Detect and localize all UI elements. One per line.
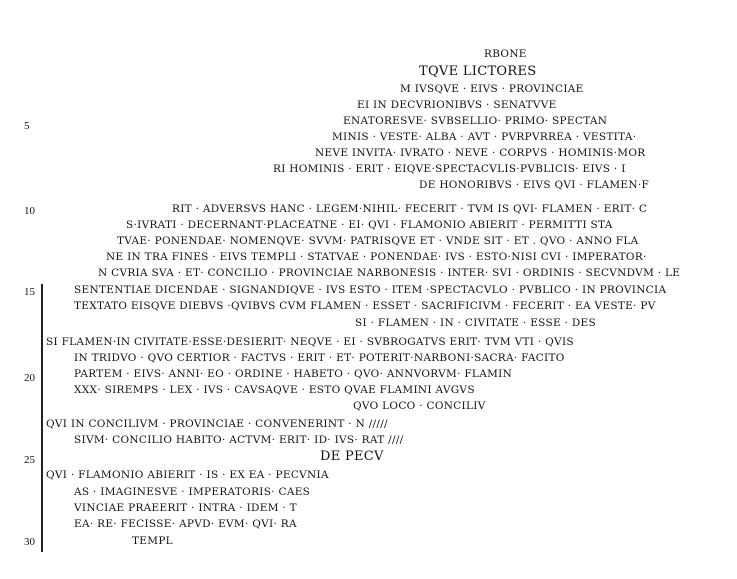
line-number: 20 — [24, 372, 35, 384]
inscription-line: QVI · FLAMONIO ABIERIT · IS · EX EA · PECVNIA — [46, 469, 329, 481]
inscription-line: RBONE — [484, 48, 527, 60]
line-number: 30 — [24, 536, 35, 548]
line-number: 5 — [24, 120, 30, 132]
inscription-heading: DE PECV — [320, 449, 384, 464]
line-number: 10 — [24, 205, 35, 217]
inscription-line: PARTEM · EIVS· ANNI· EO · ORDINE · HABETO · QVO· ANNVORVM· FLAMIN — [74, 368, 513, 380]
inscription-line: RIT · ADVERSVS HANC · LEGEM·NIHIL· FECERIT · TVM IS QVI· FLAMEN · ERIT· C — [172, 203, 648, 215]
inscription-line: M IVSQVE · EIVS · PROVINCIAE — [400, 83, 584, 95]
margin-rule — [41, 284, 43, 552]
line-number: 25 — [24, 454, 35, 466]
inscription-line: SIVM· CONCILIO HABITO· ACTVM· ERIT· ID· IVS· RAT //// — [74, 434, 404, 446]
inscription-line: IN TRIDVO · QVO CERTIOR · FACTVS · ERIT · ET· POTERIT·NARBONI·SACRA· FACITO — [74, 352, 565, 364]
inscription-line: SENTENTIAE DICENDAE · SIGNANDIQVE · IVS ESTO · ITEM ·SPECTACVLO · PVBLICO · IN PROVINCIA — [74, 284, 667, 296]
inscription-line: MINIS · VESTE· ALBA · AVT · PVRPVRREA · VESTITA· — [332, 131, 637, 143]
inscription-line: N CVRIA SVA · ET· CONCILIO · PROVINCIAE NARBONESIS · INTER· SVI · ORDINIS · SECVNDVM · LE — [98, 267, 681, 279]
inscription-line: TVAE· PONENDAE· NOMENQVE· SVVM· PATRISQVE ET · VNDE SIT · ET . QVO · ANNO FLA — [117, 235, 639, 247]
line-number: 15 — [24, 286, 35, 298]
inscription-line: RI HOMINIS · ERIT · EIQVE·SPECTACVLIS·PVBLICIS· EIVS · I — [273, 163, 626, 175]
inscription-line: AS · IMAGINESVE · IMPERATORIS· CAES — [74, 486, 311, 498]
inscription-line: TEMPL — [132, 535, 173, 547]
inscription-line: DE HONORIBVS · EIVS QVI · FLAMEN·F — [419, 179, 650, 191]
inscription-line: QVO LOCO · CONCILIV — [353, 400, 486, 412]
inscription-line: VINCIAE PRAEERIT · INTRA · IDEM · T — [74, 502, 297, 514]
inscription-line: S·IVRATI · DECERNANT·PLACEATNE · EI· QVI · FLAMONIO ABIERIT · PERMITTI STA — [126, 219, 613, 231]
inscription-line: SI FLAMEN·IN CIVITATE·ESSE·DESIERIT· NEQVE · EI · SVBROGATVS ERIT· TVM VTI · QVIS — [46, 336, 574, 348]
inscription-line: EA· RE· FECISSE· APVD· EVM· QVI· RA — [74, 518, 297, 530]
inscription-line: XXX· SIREMPS · LEX · IVS · CAVSAQVE · ESTO QVAE FLAMINI AVGVS — [74, 384, 475, 396]
inscription-line: QVI IN CONCILIVM · PROVINCIAE · CONVENERINT · N ///// — [46, 418, 388, 430]
inscription-line: ENATORESVE· SVBSELLIO· PRIMO· SPECTAN — [343, 115, 608, 127]
inscription-line: TEXTATO EISQVE DIEBVS ·QVIBVS CVM FLAMEN · ESSET · SACRIFICIVM · FECERIT · EA VESTE· PV — [74, 300, 656, 312]
inscription-line: NE IN TRA FINES · EIVS TEMPLI · STATVAE · PONENDAE· IVS · ESTO·NISI CVI · IMPERATOR· — [106, 251, 647, 263]
inscription-line: SI · FLAMEN · IN · CIVITATE · ESSE · DES — [355, 317, 597, 329]
inscription-line: TQVE LICTORES — [419, 64, 537, 79]
inscription-line: NEVE INVITA· IVRATO · NEVE · CORPVS · HOMINIS·MOR — [315, 147, 646, 159]
inscription-line: EI IN DECVRIONIBVS · SENATVVE — [357, 99, 557, 111]
